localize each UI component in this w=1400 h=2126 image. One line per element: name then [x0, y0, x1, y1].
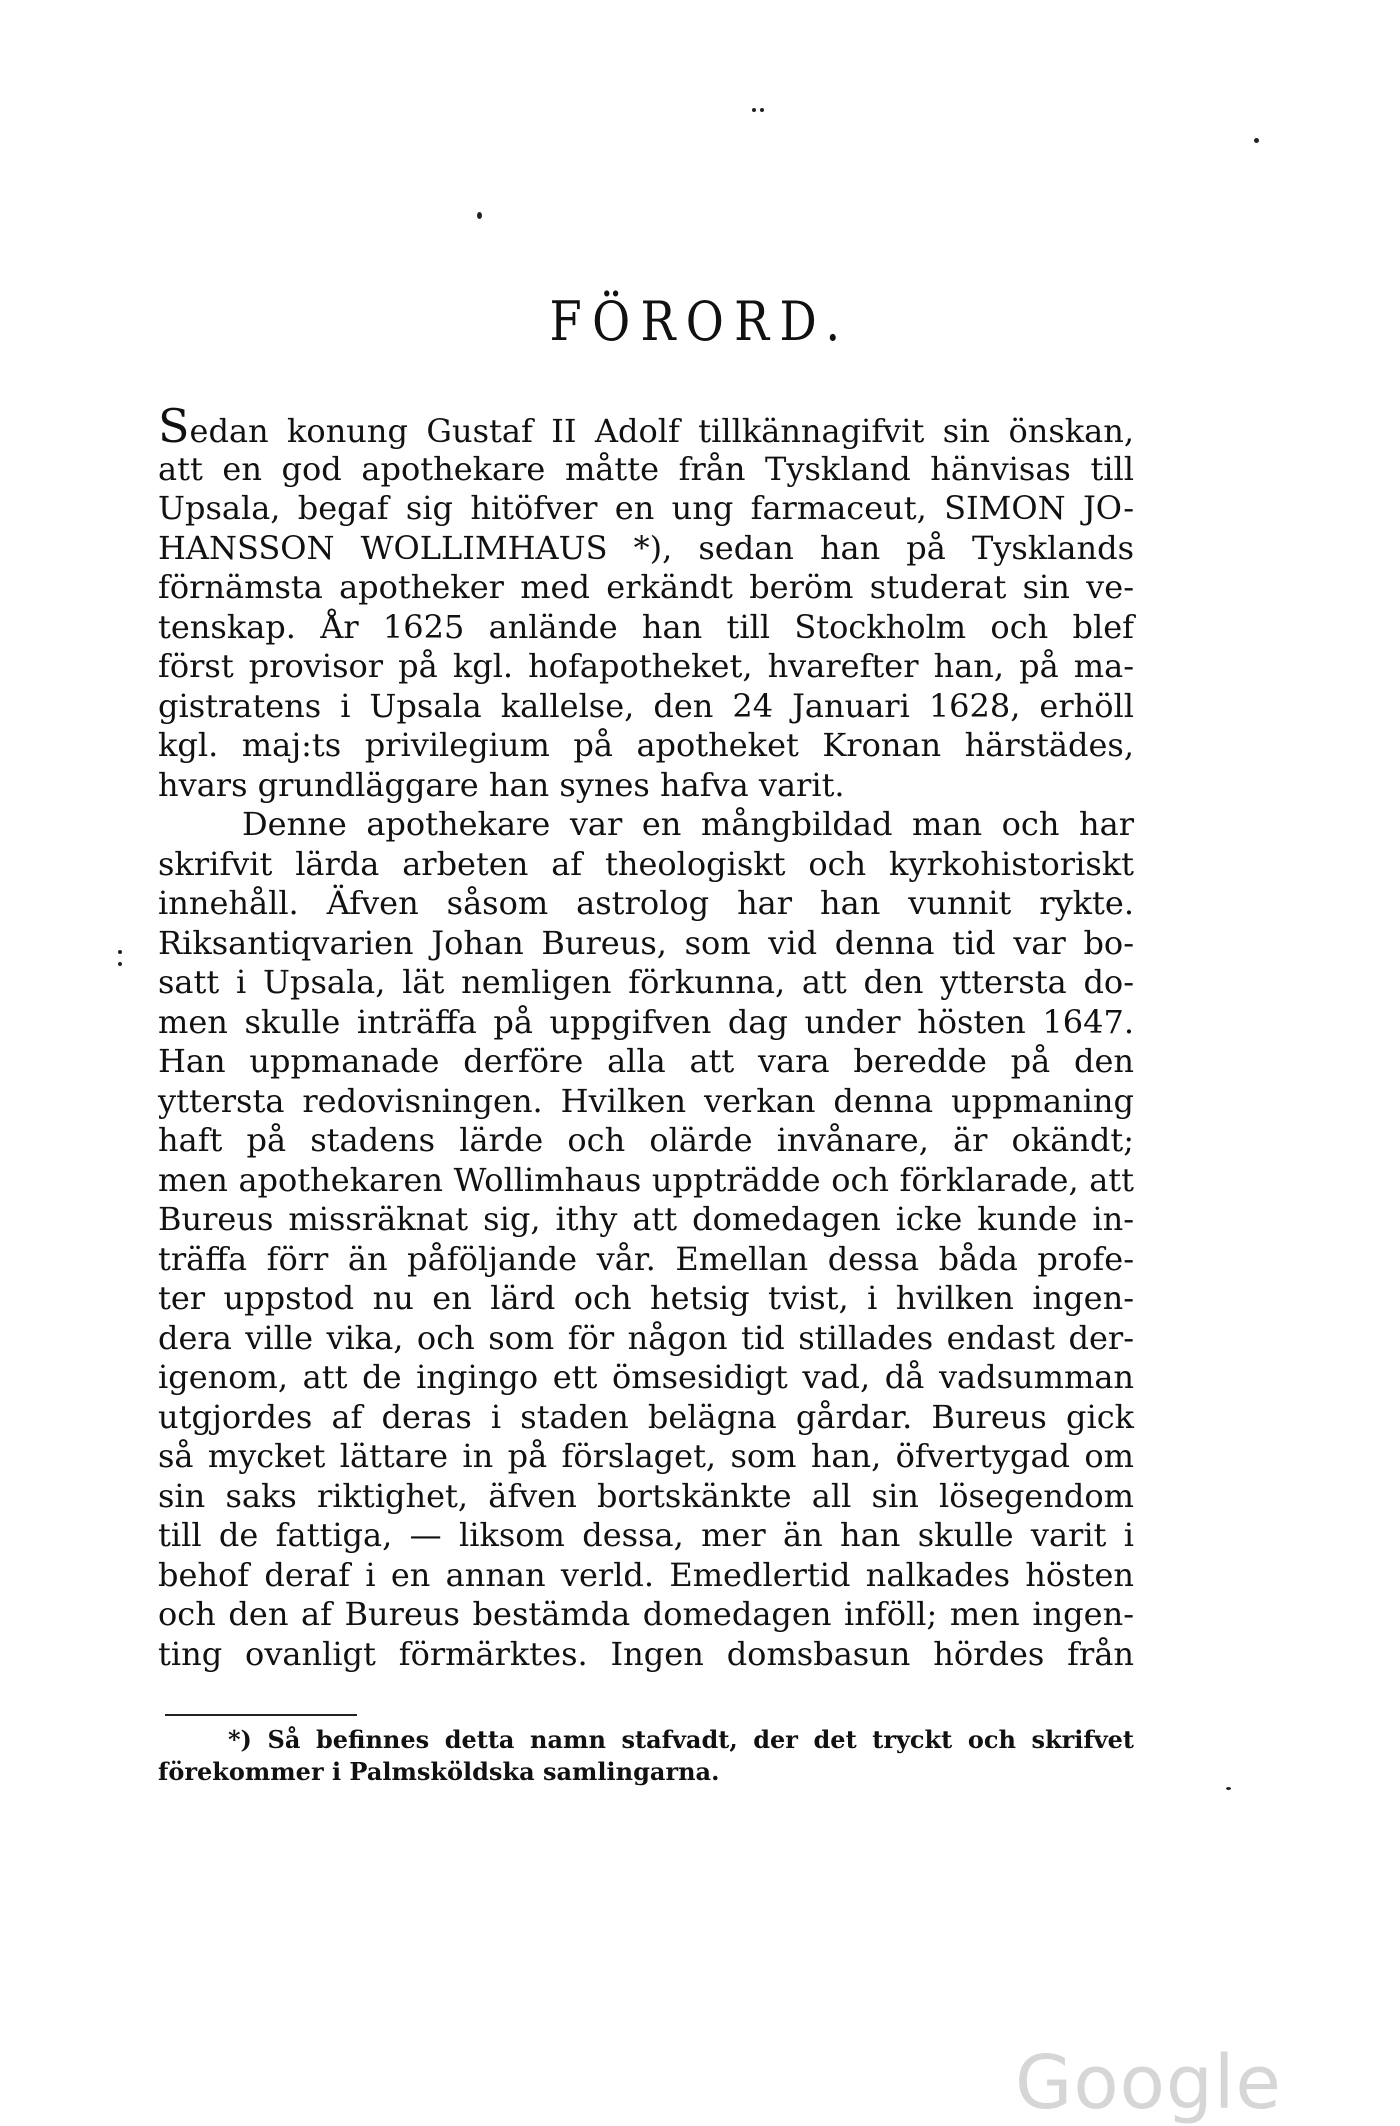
ink-speck: [477, 212, 482, 219]
text-line: Upsala, begaf sig hitöfver en ung farmaceut, SIMON JO-: [158, 489, 1134, 527]
footnote-rule: [165, 1714, 357, 1716]
google-watermark: Google: [1015, 2040, 1282, 2126]
text-line: dera ville vika, och som för någon tid stillades endast der-: [158, 1318, 1134, 1357]
text-line: tenskap. År 1625 anlände han till Stockholm och blef: [158, 607, 1134, 646]
text-line: Bureus missräknat sig, ithy att domedagen icke kunde in-: [158, 1200, 1134, 1238]
text-line: att en god apothekare måtte från Tyskland hänvisas till: [158, 449, 1134, 488]
ink-speck: [118, 950, 122, 954]
footnote-line: förekommer i Palmsköldska samlingarna.: [158, 1757, 720, 1786]
ink-speck: [752, 108, 756, 112]
text-line: haft på stadens lärde och olärde invånare, är okändt;: [158, 1121, 1134, 1159]
text-line: och den af Bureus bestämda domedagen inföll; men ingen-: [158, 1595, 1134, 1633]
text-line: så mycket lättare in på förslaget, som han, öfvertygad om: [158, 1437, 1134, 1475]
text-line: ting ovanligt förmärktes. Ingen domsbasun hördes från: [158, 1634, 1134, 1673]
text-line: gistratens i Upsala kallelse, den 24 Januari 1628, erhöll: [158, 686, 1134, 725]
text-line: satt i Upsala, lät nemligen förkunna, att den yttersta do-: [158, 963, 1134, 1001]
text-line: Han uppmanade derföre alla att vara beredde på den: [158, 1042, 1134, 1080]
text-line: Denne apothekare var en mångbildad man och har: [242, 805, 1134, 843]
paragraph-2: [158, 805, 1134, 1674]
text-line: kgl. maj:ts privilegium på apotheket Kronan härstädes,: [158, 726, 1134, 764]
text-line: förnämsta apotheker med erkändt beröm studerat sin ve-: [158, 568, 1134, 606]
text-line: innehåll. Äfven såsom astrolog har han vunnit rykte.: [158, 884, 1134, 922]
text-line: ter uppstod nu en lärd och hetsig tvist, i hvilken ingen-: [158, 1279, 1134, 1317]
text-line: sin saks riktighet, äfven bortskänkte all sin lösegendom: [158, 1476, 1134, 1515]
ink-speck: [1226, 1787, 1231, 1790]
ink-speck: [760, 108, 764, 112]
footnote: [158, 1724, 1134, 1788]
text-line: men skulle inträffa på uppgifven dag under hösten 1647.: [158, 1002, 1134, 1041]
text-line: Sedan konung Gustaf II Adolf tillkännagifvit sin önskan,: [158, 399, 1134, 453]
paragraph-1: [158, 399, 1134, 805]
drop-cap: S: [158, 399, 190, 453]
text-line: till de fattiga, — liksom dessa, mer än han skulle varit i: [158, 1516, 1134, 1554]
ink-speck: [118, 962, 122, 966]
text-line: men apothekaren Wollimhaus uppträdde och förklarade, att: [158, 1160, 1134, 1199]
text-line: först provisor på kgl. hofapotheket, hvarefter han, på ma-: [158, 647, 1134, 685]
text-line: igenom, att de ingingo ett ömsesidigt vad, då vadsumman: [158, 1358, 1134, 1396]
text-line: behof deraf i en annan verld. Emedlertid nalkades hösten: [158, 1555, 1134, 1594]
text-line: yttersta redovisningen. Hvilken verkan denna uppmaning: [158, 1081, 1134, 1120]
text-line: hvars grundläggare han synes hafva varit.: [158, 765, 845, 804]
body-text: [158, 399, 1134, 1674]
ink-speck: [1254, 138, 1259, 143]
text-line: träffa förr än påföljande vår. Emellan dessa båda profe-: [158, 1239, 1134, 1278]
text-line: Riksantiqvarien Johan Bureus, som vid denna tid var bo-: [158, 923, 1134, 962]
text-line: utgjordes af deras i staden belägna gårdar. Bureus gick: [158, 1397, 1134, 1436]
page-title: FÖRORD.: [549, 290, 851, 353]
text-line: skrifvit lärda arbeten af theologiskt och kyrkohistoriskt: [158, 844, 1134, 883]
footnote-line: *) Så befinnes detta namn stafvadt, der det tryckt och skrifvet: [228, 1725, 1134, 1754]
text-line: HANSSON WOLLIMHAUS *), sedan han på Tysklands: [158, 528, 1134, 567]
